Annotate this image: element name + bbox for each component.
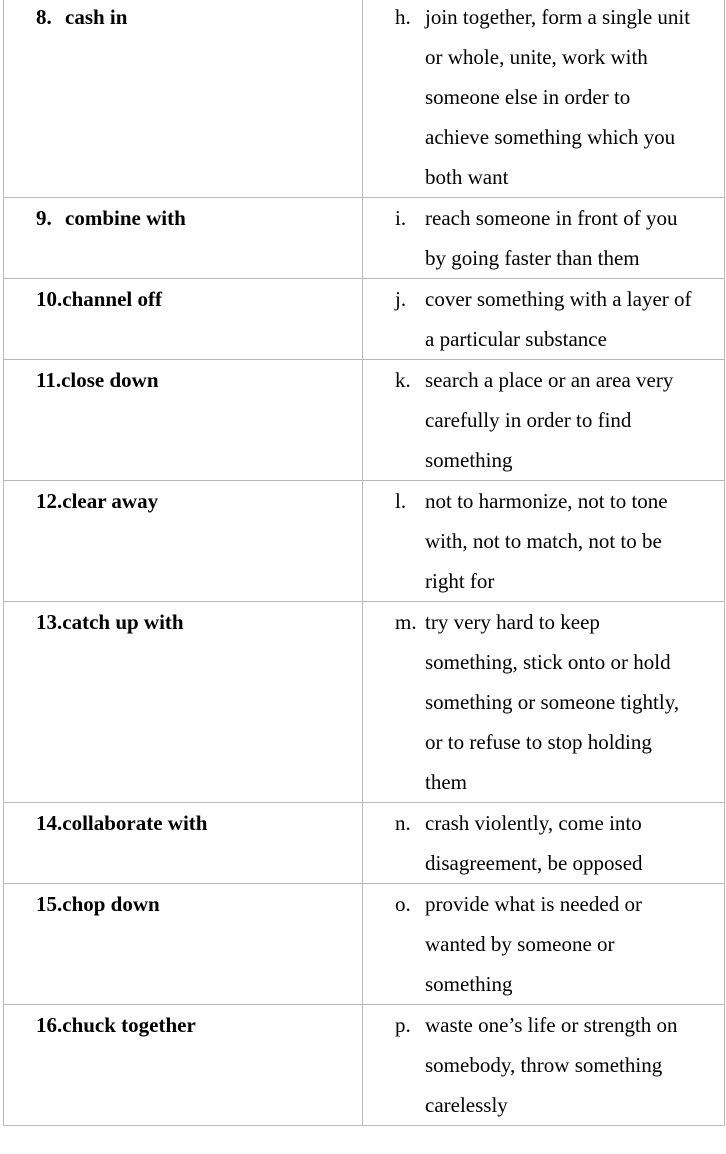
- definition-text: search a place or an area very carefully in order to find something: [425, 368, 674, 472]
- definition-text: waste one’s life or strength on somebody, throw something carelessly: [425, 1013, 678, 1117]
- table-row: [4, 360, 725, 481]
- definition-letter: k.: [395, 368, 411, 392]
- term-item: [36, 1005, 362, 1045]
- term-text: collaborate with: [62, 811, 208, 835]
- definition-cell: [363, 884, 725, 1005]
- term-text: cash in: [65, 5, 128, 29]
- definition-cell: [363, 198, 725, 279]
- definition-letter: o.: [395, 892, 411, 916]
- definition-letter: i.: [395, 206, 407, 230]
- term-text: catch up with: [62, 610, 184, 634]
- definition-item: [395, 481, 724, 601]
- term-cell: [4, 803, 363, 884]
- term-item: [36, 360, 362, 400]
- term-item: [36, 198, 362, 238]
- definition-text: crash violently, come into disagreement, be opposed: [425, 811, 643, 875]
- definition-item: [395, 198, 724, 278]
- term-number: 9.: [36, 206, 52, 230]
- term-cell: [4, 198, 363, 279]
- definition-letter: p.: [395, 1013, 411, 1037]
- definition-cell: [363, 481, 725, 602]
- definition-cell: [363, 1005, 725, 1126]
- definition-text: provide what is needed or wanted by someone or something: [425, 892, 642, 996]
- definition-item: [395, 602, 724, 802]
- term-number: 14.: [36, 811, 63, 835]
- definition-text: cover something with a layer of a particular substance: [425, 287, 692, 351]
- matching-table: [3, 0, 725, 1126]
- definition-item: [395, 279, 724, 359]
- definition-item: [395, 884, 724, 1004]
- definition-item: [395, 360, 724, 480]
- term-number: 11.: [36, 368, 62, 392]
- term-item: [36, 884, 362, 924]
- term-text: channel off: [62, 287, 162, 311]
- definition-letter: l.: [395, 489, 407, 513]
- term-number: 15.: [36, 892, 63, 916]
- term-cell: [4, 602, 363, 803]
- term-cell: [4, 481, 363, 602]
- table-row: [4, 279, 725, 360]
- term-number: 12.: [36, 489, 63, 513]
- definition-letter: j.: [395, 287, 407, 311]
- table-row: [4, 0, 725, 198]
- table-row: [4, 481, 725, 602]
- definition-cell: [363, 360, 725, 481]
- term-cell: [4, 884, 363, 1005]
- term-cell: [4, 360, 363, 481]
- definition-text: try very hard to keep something, stick onto or hold something or someone tightly, or to refuse to stop holding them: [425, 610, 680, 794]
- term-text: chuck together: [62, 1013, 196, 1037]
- term-item: [36, 803, 362, 843]
- definition-text: reach someone in front of you by going faster than them: [425, 206, 678, 270]
- term-cell: [4, 0, 363, 198]
- term-text: close down: [61, 368, 159, 392]
- term-text: combine with: [65, 206, 186, 230]
- definition-item: [395, 803, 724, 883]
- definition-cell: [363, 602, 725, 803]
- term-cell: [4, 1005, 363, 1126]
- definition-letter: n.: [395, 811, 411, 835]
- definition-item: [395, 0, 724, 197]
- definition-item: [395, 1005, 724, 1125]
- term-number: 16.: [36, 1013, 63, 1037]
- term-number: 8.: [36, 5, 52, 29]
- term-number: 13.: [36, 610, 63, 634]
- table-row: [4, 803, 725, 884]
- definition-text: not to harmonize, not to tone with, not to match, not to be right for: [425, 489, 668, 593]
- definition-letter: h.: [395, 5, 411, 29]
- term-item: [36, 279, 362, 319]
- term-text: chop down: [62, 892, 160, 916]
- table-row: [4, 884, 725, 1005]
- definition-cell: [363, 0, 725, 198]
- term-item: [36, 481, 362, 521]
- table-row: [4, 1005, 725, 1126]
- term-item: [36, 0, 362, 37]
- definition-text: join together, form a single unit or whole, unite, work with someone else in order to achieve something which you both want: [425, 5, 691, 189]
- definition-cell: [363, 803, 725, 884]
- table-row: [4, 602, 725, 803]
- term-number: 10.: [36, 287, 63, 311]
- term-cell: [4, 279, 363, 360]
- term-item: [36, 602, 362, 642]
- definition-cell: [363, 279, 725, 360]
- term-text: clear away: [62, 489, 159, 513]
- definition-letter: m.: [395, 610, 417, 634]
- table-row: [4, 198, 725, 279]
